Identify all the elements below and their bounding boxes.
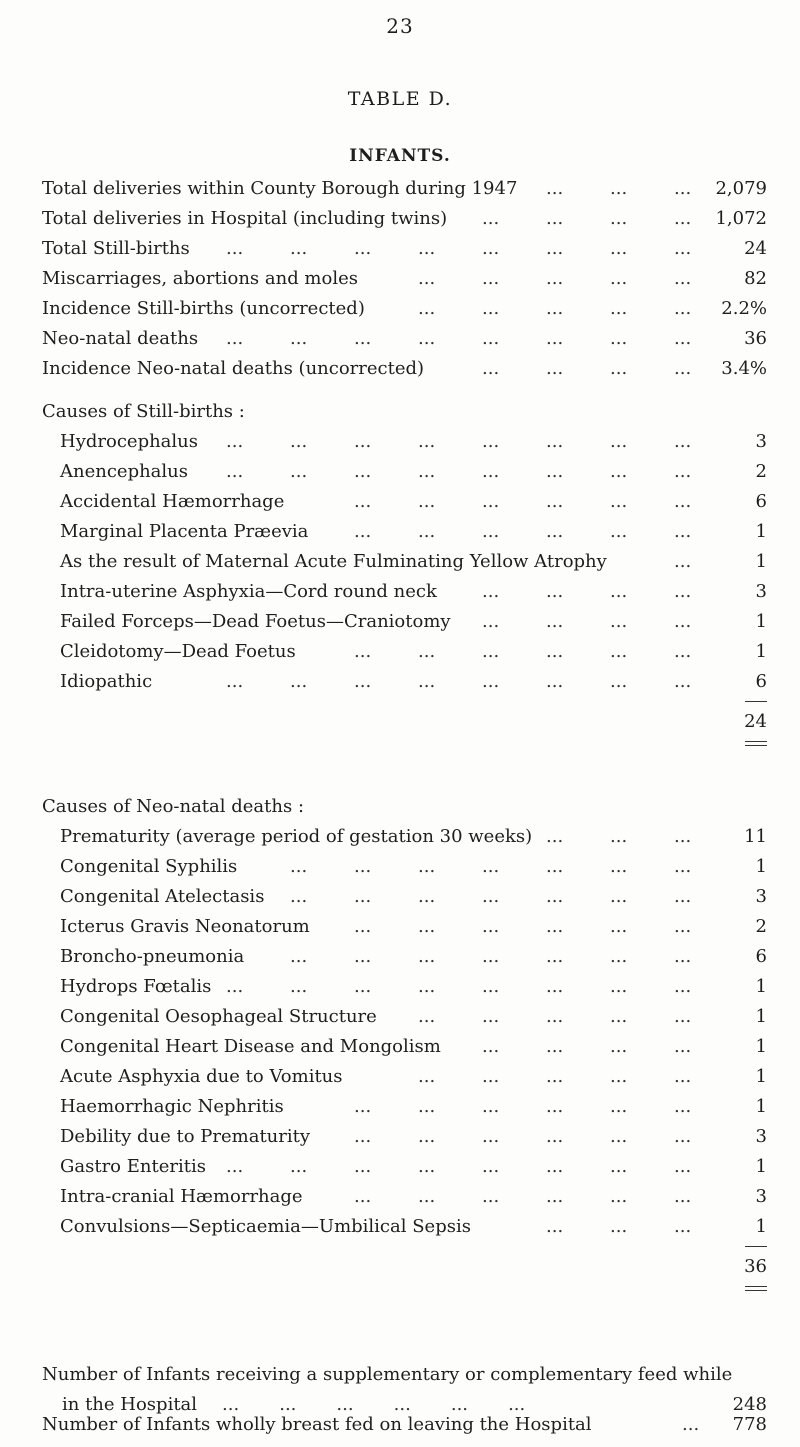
stillbirth-cause-label: Idiopathic [60, 671, 153, 692]
summary-label: Total Still-births [42, 238, 190, 259]
summary-row: Total deliveries in Hospital (including twins) 1,072 ... ... ... ... [42, 204, 767, 234]
stillbirth-cause-row: Idiopathic 6 ... ... ... ... ... ... ... ... [42, 667, 767, 697]
summary-row: Incidence Still-births (uncorrected) 2.2% ... ... ... ... ... [42, 294, 767, 324]
neonatal-cause-row: Congenital Heart Disease and Mongolism 1 ... ... ... ... [42, 1032, 767, 1062]
neonatal-cause-row: Gastro Enteritis 1 ... ... ... ... ... ... ... ... [42, 1152, 767, 1182]
stillbirth-cause-row: Anencephalus 2 ... ... ... ... ... ... ... ... [42, 457, 767, 487]
neonatal-cause-value: 1 [755, 1066, 767, 1087]
stillbirth-cause-value: 1 [755, 611, 767, 632]
stillbirth-cause-label: As the result of Maternal Acute Fulminating Yellow Atrophy [60, 551, 607, 572]
page-number: 23 [386, 14, 414, 38]
neonatal-causes-heading: Causes of Neo-natal deaths : [42, 796, 305, 817]
neonatal-cause-value: 1 [755, 1216, 767, 1237]
stillbirth-cause-value: 1 [755, 551, 767, 572]
stillbirth-cause-label: Cleidotomy—Dead Foetus [60, 641, 296, 662]
dot-leader: ... [682, 1414, 700, 1435]
neonatal-cause-row: Acute Asphyxia due to Vomitus 1 ... ... ... ... ... [42, 1062, 767, 1092]
neonatal-cause-row: Congenital Atelectasis 3 ... ... ... ... ... ... ... [42, 882, 767, 912]
summary-label: Miscarriages, abortions and moles [42, 268, 358, 289]
summary-row: Miscarriages, abortions and moles 82 ... ... ... ... ... [42, 264, 767, 294]
stillbirth-causes [42, 397, 767, 751]
neonatal-cause-label: Debility due to Prematurity [60, 1126, 311, 1147]
stillbirth-total [42, 697, 767, 751]
summary-value: 1,072 [715, 208, 767, 229]
neonatal-cause-label: Intra-cranial Hæmorrhage [60, 1186, 303, 1207]
neonatal-cause-label: Haemorrhagic Nephritis [60, 1096, 284, 1117]
dot-leader: ... ... ... ... ... ... [222, 1394, 526, 1415]
neonatal-cause-label: Gastro Enteritis [60, 1156, 206, 1177]
stillbirth-cause-value: 1 [755, 641, 767, 662]
stillbirth-cause-label: Intra-uterine Asphyxia—Cord round neck [60, 581, 437, 602]
feeding-supplementary-line2: in the Hospital [62, 1394, 198, 1415]
neonatal-cause-row: Prematurity (average period of gestation 30 weeks) 11 ... ... ... [42, 822, 767, 852]
section-heading: INFANTS. [349, 146, 451, 166]
stillbirth-cause-label: Accidental Hæmorrhage [60, 491, 285, 512]
neonatal-cause-row: Congenital Oesophageal Structure 1 ... ... ... ... ... [42, 1002, 767, 1032]
stillbirth-cause-row: Failed Forceps—Dead Foetus—Craniotomy 1 ... ... ... ... [42, 607, 767, 637]
neonatal-total [42, 1242, 767, 1296]
neonatal-cause-row: Congenital Syphilis 1 ... ... ... ... ... ... ... [42, 852, 767, 882]
neonatal-cause-value: 1 [755, 1096, 767, 1117]
neonatal-cause-label: Congenital Syphilis [60, 856, 238, 877]
neonatal-cause-value: 1 [755, 1036, 767, 1057]
stillbirth-cause-row: Accidental Hæmorrhage 6 ... ... ... ... ... ... [42, 487, 767, 517]
total-double-rule [745, 741, 767, 746]
stillbirth-cause-value: 3 [755, 581, 767, 602]
summary-label: Total deliveries within County Borough during 1947 [42, 178, 518, 199]
neonatal-cause-row: Icterus Gravis Neonatorum 2 ... ... ... ... ... ... [42, 912, 767, 942]
neonatal-causes [42, 792, 767, 1296]
stillbirth-cause-value: 2 [755, 461, 767, 482]
stillbirth-cause-label: Failed Forceps—Dead Foetus—Craniotomy [60, 611, 451, 632]
total-rule [745, 1246, 767, 1247]
neonatal-cause-row: Broncho-pneumonia 6 ... ... ... ... ... ... ... [42, 942, 767, 972]
neonatal-cause-row: Hydrops Fœtalis 1 ... ... ... ... ... ... ... ... [42, 972, 767, 1002]
stillbirth-causes-heading: Causes of Still-births : [42, 401, 245, 422]
summary-value: 2,079 [715, 178, 767, 199]
neonatal-cause-value: 1 [755, 976, 767, 997]
neonatal-cause-value: 1 [755, 1156, 767, 1177]
neonatal-cause-label: Icterus Gravis Neonatorum [60, 916, 310, 937]
feeding-breast [42, 1410, 767, 1440]
stillbirth-cause-row: Cleidotomy—Dead Foetus 1 ... ... ... ... ... ... [42, 637, 767, 667]
summary-row: Incidence Neo-natal deaths (uncorrected) 3.4% ... ... ... ... [42, 354, 767, 384]
stillbirth-cause-label: Anencephalus [60, 461, 189, 482]
summary-value: 36 [744, 328, 767, 349]
summary-value: 2.2% [721, 298, 767, 319]
neonatal-cause-label: Congenital Heart Disease and Mongolism [60, 1036, 441, 1057]
neonatal-cause-label: Broncho-pneumonia [60, 946, 245, 967]
stillbirth-cause-value: 6 [755, 671, 767, 692]
stillbirth-cause-row: Hydrocephalus 3 ... ... ... ... ... ... ... ... [42, 427, 767, 457]
neonatal-cause-row: Haemorrhagic Nephritis 1 ... ... ... ... ... ... [42, 1092, 767, 1122]
stillbirth-cause-value: 6 [755, 491, 767, 512]
neonatal-cause-value: 6 [755, 946, 767, 967]
stillbirth-cause-row: As the result of Maternal Acute Fulminating Yellow Atrophy 1 ... [42, 547, 767, 577]
summary-value: 3.4% [721, 358, 767, 379]
stillbirth-cause-row: Intra-uterine Asphyxia—Cord round neck 3 ... ... ... ... [42, 577, 767, 607]
neonatal-cause-value: 2 [755, 916, 767, 937]
neonatal-total-value: 36 [744, 1256, 767, 1277]
table-title: TABLE D. [347, 88, 453, 110]
neonatal-cause-label: Convulsions—Septicaemia—Umbilical Sepsis [60, 1216, 471, 1237]
feeding-supplementary-value: 248 [732, 1394, 767, 1415]
summary-row: Total deliveries within County Borough during 1947 2,079 ... ... ... [42, 174, 767, 204]
feeding-breast-value: 778 [732, 1414, 767, 1435]
neonatal-cause-value: 11 [744, 826, 767, 847]
neonatal-cause-value: 3 [755, 1126, 767, 1147]
neonatal-cause-label: Acute Asphyxia due to Vomitus [60, 1066, 343, 1087]
total-double-rule [745, 1286, 767, 1291]
neonatal-cause-label: Congenital Oesophageal Structure [60, 1006, 377, 1027]
stillbirth-cause-row: Marginal Placenta Præevia 1 ... ... ... ... ... ... [42, 517, 767, 547]
feeding-supplementary-line1: Number of Infants receiving a supplementary or complementary feed while [42, 1364, 733, 1385]
summary-row: Total Still-births 24 ... ... ... ... ... ... ... ... [42, 234, 767, 264]
neonatal-cause-value: 1 [755, 856, 767, 877]
summary-label: Neo-natal deaths [42, 328, 199, 349]
stillbirth-total-value: 24 [744, 711, 767, 732]
neonatal-cause-row: Debility due to Prematurity 3 ... ... ... ... ... ... [42, 1122, 767, 1152]
neonatal-cause-label: Prematurity (average period of gestation 30 weeks) [60, 826, 533, 847]
stillbirth-cause-value: 1 [755, 521, 767, 542]
neonatal-cause-value: 3 [755, 886, 767, 907]
neonatal-cause-label: Hydrops Fœtalis [60, 976, 212, 997]
feeding-breast-label: Number of Infants wholly breast fed on leaving the Hospital [42, 1414, 592, 1435]
neonatal-cause-value: 3 [755, 1186, 767, 1207]
stillbirth-cause-label: Marginal Placenta Præevia [60, 521, 309, 542]
neonatal-cause-value: 1 [755, 1006, 767, 1027]
stillbirth-cause-value: 3 [755, 431, 767, 452]
summary-label: Incidence Neo-natal deaths (uncorrected) [42, 358, 425, 379]
neonatal-cause-row: Convulsions—Septicaemia—Umbilical Sepsis 1 ... ... ... [42, 1212, 767, 1242]
summary-value: 82 [744, 268, 767, 289]
summary-label: Total deliveries in Hospital (including twins) [42, 208, 448, 229]
summary-row: Neo-natal deaths 36 ... ... ... ... ... ... ... ... [42, 324, 767, 354]
total-rule [745, 701, 767, 702]
stillbirth-cause-label: Hydrocephalus [60, 431, 198, 452]
summary-value: 24 [744, 238, 767, 259]
summary-label: Incidence Still-births (uncorrected) [42, 298, 365, 319]
neonatal-cause-label: Congenital Atelectasis [60, 886, 265, 907]
neonatal-cause-row: Intra-cranial Hæmorrhage 3 ... ... ... ... ... ... [42, 1182, 767, 1212]
summary-list [42, 174, 767, 384]
